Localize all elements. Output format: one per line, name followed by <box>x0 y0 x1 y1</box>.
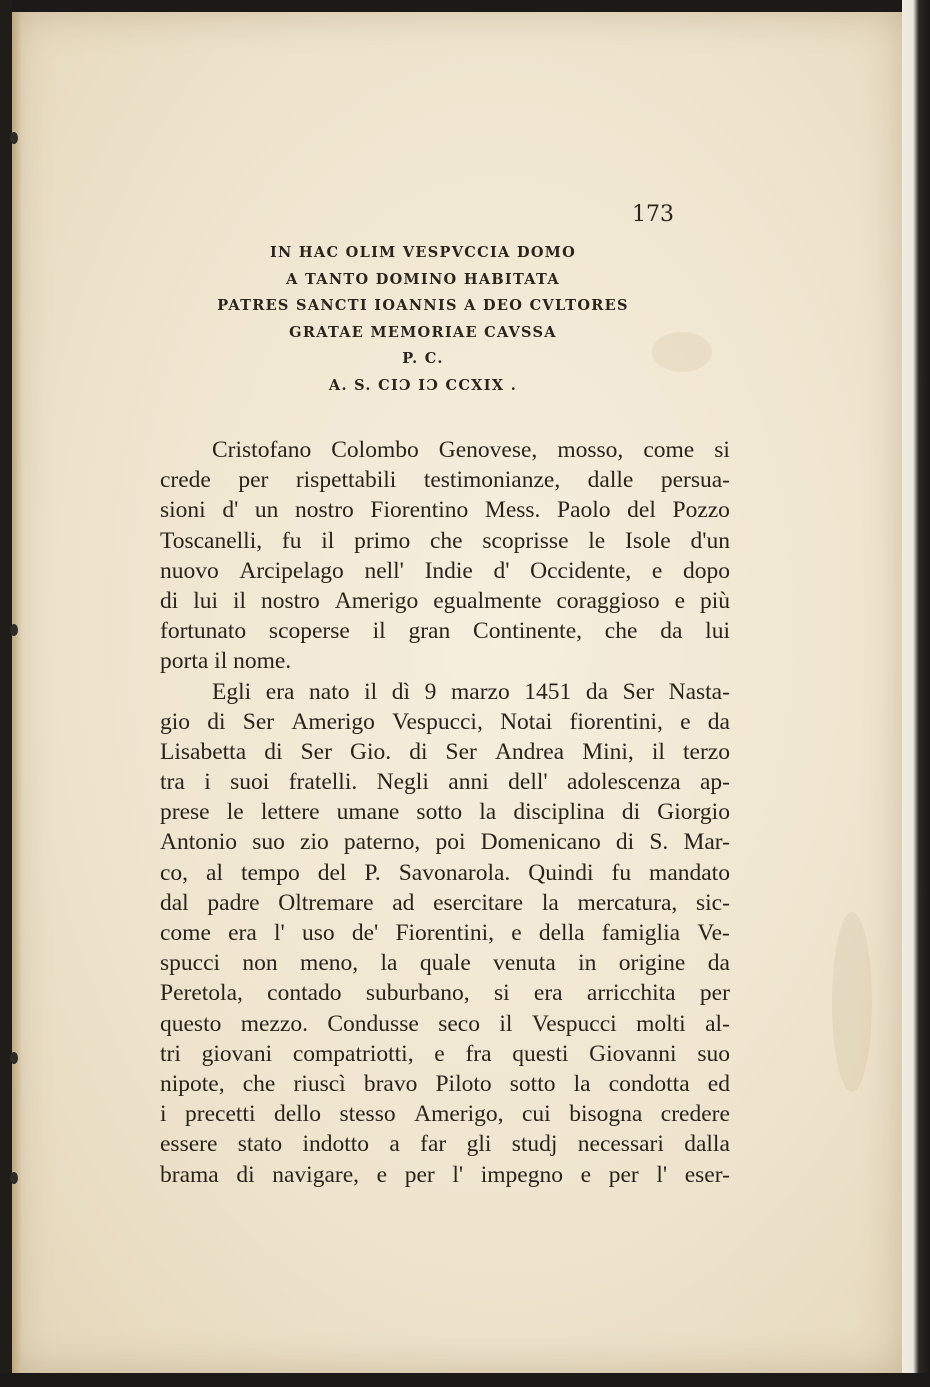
word: nuovo <box>160 557 219 584</box>
word: Ser <box>300 738 332 765</box>
word: Ve- <box>697 920 730 946</box>
word: condotta <box>608 1070 690 1097</box>
inscription-block <box>192 240 654 400</box>
paper-stain <box>832 912 872 1092</box>
word: gio <box>160 708 191 735</box>
word: il <box>321 527 335 554</box>
word: il <box>651 738 665 765</box>
word: lettere <box>260 799 320 826</box>
word: Mar- <box>683 829 730 856</box>
word: Fiorentino <box>370 497 469 524</box>
word: coraggioso <box>556 587 660 614</box>
word: necessari <box>577 1131 664 1158</box>
word: al- <box>705 1010 730 1037</box>
word: spucci <box>160 950 221 977</box>
inscription-line: A. S. CIƆ IƆ CCXIX . <box>328 376 518 394</box>
word: Mess. <box>484 497 541 524</box>
binding-hole <box>10 1172 18 1184</box>
word: Notai <box>500 708 553 735</box>
word: la <box>541 889 559 916</box>
word: scoperse <box>268 618 350 645</box>
word: gran <box>408 618 451 645</box>
text-line <box>160 978 730 1008</box>
word: primo <box>354 527 411 554</box>
word: credere <box>660 1101 730 1128</box>
word: Arcipelago <box>239 557 344 584</box>
word: persua- <box>660 467 730 494</box>
word: studj <box>511 1131 558 1158</box>
word: Nasta- <box>668 678 730 705</box>
word: come <box>643 437 695 463</box>
word: venuta <box>493 950 556 977</box>
binding-hole <box>10 1052 18 1064</box>
word: zio <box>300 829 329 856</box>
word: precetti <box>185 1101 256 1128</box>
word: paterno, <box>343 829 421 856</box>
word: 1451 <box>524 678 572 705</box>
word: ap- <box>699 769 730 796</box>
word: per <box>404 1161 435 1188</box>
word: essere <box>160 1131 218 1158</box>
word: dalle <box>587 467 634 494</box>
word: a <box>389 1131 400 1158</box>
paper-stain <box>652 332 712 372</box>
word: mezzo. <box>240 1010 308 1037</box>
word: S. <box>649 829 669 856</box>
inscription-line: P. C. <box>402 350 444 368</box>
word: Amerigo <box>334 587 419 614</box>
word: era <box>228 920 257 946</box>
word: le <box>226 799 244 826</box>
word: ed <box>707 1070 730 1097</box>
word: l' <box>273 920 285 946</box>
word: Condusse <box>327 1010 419 1037</box>
word: Amerigo <box>291 708 375 735</box>
word: fortunato <box>160 618 247 645</box>
word: i <box>204 769 211 796</box>
word: P. <box>364 859 381 886</box>
word: arricchita <box>586 980 676 1007</box>
word: Piloto <box>435 1070 492 1097</box>
word: testimonianze, <box>423 467 561 494</box>
binding-hole <box>10 624 18 636</box>
word: il <box>233 587 247 614</box>
word: origine <box>618 950 686 977</box>
word: e <box>434 1040 445 1067</box>
text-line <box>160 556 730 586</box>
word: del <box>317 859 347 886</box>
word: Amerigo, <box>414 1101 504 1128</box>
word: giovani <box>201 1040 273 1067</box>
word: Quindi <box>528 859 594 886</box>
word: contado <box>267 980 342 1007</box>
word: dopo <box>682 557 730 584</box>
word: lui <box>705 618 730 645</box>
word: terzo <box>683 738 730 765</box>
word: più <box>699 587 730 614</box>
word: un <box>254 497 279 524</box>
word: di <box>615 829 635 856</box>
word: di <box>621 799 641 826</box>
word: molti <box>636 1010 686 1037</box>
word: tra <box>160 769 185 796</box>
word: non <box>242 950 278 977</box>
word: Egli <box>212 678 252 705</box>
text-line <box>160 918 730 948</box>
word: Paolo <box>557 497 611 524</box>
word: adolescenza <box>567 769 681 796</box>
word: e <box>674 587 685 614</box>
word: Fiorentini, <box>395 920 495 946</box>
word: famiglia <box>601 920 681 946</box>
word: Colombo <box>331 437 419 463</box>
word: nell' <box>364 557 404 584</box>
word: uso <box>301 920 335 946</box>
page-number: 173 <box>632 202 674 227</box>
word: per <box>699 980 730 1007</box>
text-line <box>160 435 730 465</box>
word: la <box>380 950 398 977</box>
word: da <box>585 678 609 705</box>
word: padre <box>207 889 260 916</box>
word: quale <box>419 950 471 977</box>
word: nostro <box>261 587 320 614</box>
word: Giovanni <box>589 1040 677 1067</box>
word: suburbano, <box>365 980 470 1007</box>
word: questi <box>512 1040 569 1067</box>
word: si <box>493 980 510 1007</box>
word: era <box>265 678 295 705</box>
word: egualmente <box>433 587 542 614</box>
text-line <box>160 707 730 737</box>
word: da <box>707 950 730 977</box>
word: per <box>238 467 269 494</box>
text-line <box>160 858 730 888</box>
word: al <box>206 859 223 886</box>
word: Isole <box>625 527 671 554</box>
text-line: porta il nome. <box>160 648 292 675</box>
word: rispettabili <box>295 467 397 494</box>
word: d' <box>493 557 510 584</box>
word: cui <box>522 1101 551 1128</box>
word: Pozzo <box>672 497 730 524</box>
word: sic- <box>695 889 730 916</box>
text-line <box>160 495 730 525</box>
word: Genovese, <box>438 437 538 463</box>
word: il <box>499 1010 513 1037</box>
text-line <box>160 827 730 857</box>
word: brama <box>160 1161 219 1188</box>
word: ad <box>392 889 415 916</box>
word: nato <box>309 678 350 705</box>
word: dalla <box>684 1131 730 1158</box>
word: stesso <box>339 1101 396 1128</box>
text-line <box>160 1160 730 1190</box>
word: Negli <box>376 769 429 796</box>
word: l' <box>656 1161 668 1188</box>
word: d'un <box>690 527 730 554</box>
word: meno, <box>300 950 359 977</box>
word: da <box>660 618 683 645</box>
word: prese <box>160 799 210 826</box>
word: Continente, <box>473 618 583 645</box>
word: dello <box>273 1101 321 1128</box>
body-text <box>160 435 730 1190</box>
text-line <box>160 1129 730 1159</box>
word: Indie <box>424 557 473 584</box>
word: d' <box>222 497 239 524</box>
word: sioni <box>160 497 206 524</box>
text-line <box>160 888 730 918</box>
text-line <box>160 797 730 827</box>
word: Vespucci, <box>392 708 483 735</box>
word: Ser <box>445 738 477 765</box>
word: della <box>538 920 585 946</box>
word: indotto <box>302 1131 370 1158</box>
word: anni <box>448 769 489 796</box>
text-line <box>160 948 730 978</box>
word: Ser <box>622 678 654 705</box>
word: Lisabetta <box>160 738 247 765</box>
word: Antonio <box>160 829 238 856</box>
word: dal <box>160 889 189 916</box>
text-line <box>160 737 730 767</box>
text-line <box>160 586 730 616</box>
word: de' <box>351 920 379 946</box>
word: per <box>608 1161 639 1188</box>
word: suo <box>252 829 285 856</box>
word: di <box>207 708 226 735</box>
word: sotto <box>416 799 463 826</box>
word: come <box>160 920 211 946</box>
word: la <box>479 799 497 826</box>
text-line <box>160 677 730 707</box>
word: dì <box>391 678 411 705</box>
book-fore-edge <box>902 0 930 1387</box>
word: le <box>588 527 606 554</box>
word: da <box>707 708 730 735</box>
text-line <box>160 1099 730 1129</box>
word: e <box>580 1161 592 1188</box>
word: seco <box>438 1010 480 1037</box>
text-line <box>160 616 730 646</box>
word: navigare, <box>272 1161 360 1188</box>
word: mandato <box>649 859 730 886</box>
word: tempo <box>240 859 300 886</box>
inscription-line: IN HAC OLIM VESPVCCIA DOMO <box>269 244 577 261</box>
scan-background-bottom <box>0 1373 930 1387</box>
word: bisogna <box>569 1101 643 1128</box>
word: Andrea <box>494 738 565 765</box>
text-line <box>160 526 730 556</box>
word: e <box>651 557 663 584</box>
word: poi <box>435 829 466 856</box>
word: mercatura, <box>577 889 678 916</box>
word: di <box>236 1161 255 1188</box>
inscription-line: PATRES SANCTI IOANNIS A DEO CVLTORES <box>217 297 629 315</box>
word: tri <box>160 1040 181 1067</box>
word: marzo <box>450 678 510 705</box>
text-line <box>160 1039 730 1069</box>
word: lui <box>193 587 219 614</box>
word: Giorgio <box>657 799 730 826</box>
word: sotto <box>509 1070 556 1097</box>
word: Ser <box>242 708 275 735</box>
word: fra <box>465 1040 492 1067</box>
word: Domenicano <box>480 829 601 856</box>
word: i <box>160 1101 167 1128</box>
word: questo <box>160 1010 222 1037</box>
word: che <box>429 527 463 554</box>
word: far <box>420 1131 447 1158</box>
word: umane <box>336 799 400 826</box>
text-line <box>160 1009 730 1039</box>
word: nipote, <box>160 1070 225 1097</box>
word: co, <box>160 859 189 886</box>
word: di <box>160 587 179 614</box>
scan-background-top <box>0 0 930 12</box>
word: in <box>578 950 597 977</box>
word: suo <box>697 1040 730 1067</box>
word: di <box>264 738 283 765</box>
text-line <box>160 465 730 495</box>
paper-page <box>12 12 902 1373</box>
word: e <box>511 920 522 946</box>
text-line <box>160 1069 730 1099</box>
inscription-line: GRATAE MEMORIAE CAVSSA <box>289 323 557 341</box>
word: del <box>627 497 656 524</box>
word: suoi <box>230 769 270 796</box>
word: scoprisse <box>482 527 569 554</box>
word: dell' <box>508 769 548 796</box>
word: fiorentini, <box>569 708 663 735</box>
word: il <box>364 678 378 705</box>
word: compatriotti, <box>292 1040 414 1067</box>
word: esercitare <box>433 889 524 916</box>
word: Vespucci <box>531 1010 617 1037</box>
word: Cristofano <box>212 437 312 463</box>
word: il <box>372 618 386 645</box>
word: Savonarola. <box>398 859 511 886</box>
word: gli <box>466 1131 492 1158</box>
word: che <box>604 618 638 645</box>
word: la <box>573 1070 591 1097</box>
text-line <box>160 767 730 797</box>
word: si <box>714 437 730 463</box>
word: mosso, <box>557 437 624 463</box>
word: eser- <box>684 1161 730 1188</box>
word: di <box>409 738 428 765</box>
word: 9 <box>424 678 437 705</box>
word: Mini, <box>582 738 634 765</box>
word: era <box>533 980 563 1007</box>
word: e <box>376 1161 388 1188</box>
word: Gio. <box>349 738 392 765</box>
word: bravo <box>363 1070 418 1097</box>
word: impegno <box>480 1161 563 1188</box>
word: disciplina <box>513 799 605 826</box>
word: l' <box>452 1161 464 1188</box>
word: fu <box>281 527 302 554</box>
word: Occidente, <box>530 557 632 584</box>
word: Peretola, <box>160 980 243 1007</box>
inscription-line: A TANTO DOMINO HABITATA <box>286 270 560 288</box>
binding-hole <box>10 132 18 144</box>
word: che <box>242 1070 276 1097</box>
word: stato <box>237 1131 283 1158</box>
word: Toscanelli, <box>160 527 263 554</box>
word: fratelli. <box>288 769 358 796</box>
word: crede <box>160 467 211 494</box>
word: nostro <box>295 497 354 524</box>
word: Oltremare <box>278 889 374 916</box>
word: fu <box>611 859 632 886</box>
word: e <box>680 708 691 735</box>
word: riuscì <box>293 1070 346 1097</box>
